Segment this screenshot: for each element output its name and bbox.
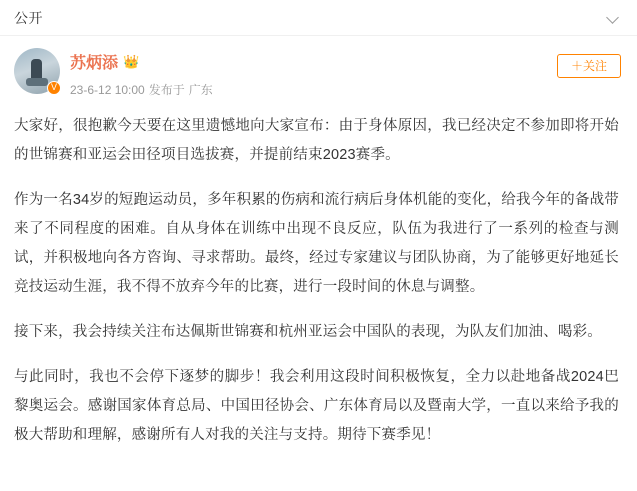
post-paragraph: 接下来，我会持续关注布达佩斯世锦赛和杭州亚运会中国队的表现，为队友们加油、喝彩。	[14, 324, 602, 340]
avatar[interactable]	[14, 48, 60, 94]
post-meta	[70, 81, 621, 98]
post-timestamp: 23-6-12 10:00	[70, 82, 145, 97]
post-paragraph: 与此同时，我也不会停下逐梦的脚步！我会利用这段时间积极恢复，全力以赴地备战2024巴黎奥运会。感谢国家体育总局、中国田径协会、广东体育局以及暨南大学，一直以来给予我的极大帮助和理解，感谢所有人对我的关注与支持。期待下赛季见！	[14, 369, 619, 443]
avatar-figure-base	[26, 78, 48, 86]
post-author-block	[70, 48, 621, 98]
post-source-prefix: 发布于	[148, 83, 185, 97]
author-name[interactable]: 苏炳添	[70, 55, 119, 72]
post-source-location[interactable]: 广东	[188, 83, 213, 97]
post-paragraph: 大家好，很抱歉今天要在这里遗憾地向大家宣布：由于身体原因，我已经决定不参加即将开始的世锦赛和亚运会田径项目选拔赛，并提前结束2023赛季。	[14, 118, 619, 163]
post-content	[0, 98, 637, 450]
follow-button[interactable]: ＋关注	[557, 54, 621, 78]
crown-icon: 👑	[123, 54, 140, 69]
visibility-bar[interactable]	[0, 0, 637, 36]
chevron-down-icon[interactable]	[607, 11, 621, 25]
author-row	[70, 50, 621, 73]
visibility-label: 公开	[14, 9, 43, 26]
post-header	[0, 36, 637, 98]
post-paragraph: 作为一名34岁的短跑运动员，多年积累的伤病和流行病后身体机能的变化，给我今年的备战带来了不同程度的困难。自从身体在训练中出现不良反应，队伍为我进行了一系列的检查与测试，并积极地向各方咨询、寻求帮助。最终，经过专家建议与团队协商，为了能够更好地延长竞技运动生涯，我不得不放弃今年的比赛，进行一段时间的休息与调整。	[14, 192, 619, 295]
verified-badge-icon: V	[47, 81, 61, 95]
